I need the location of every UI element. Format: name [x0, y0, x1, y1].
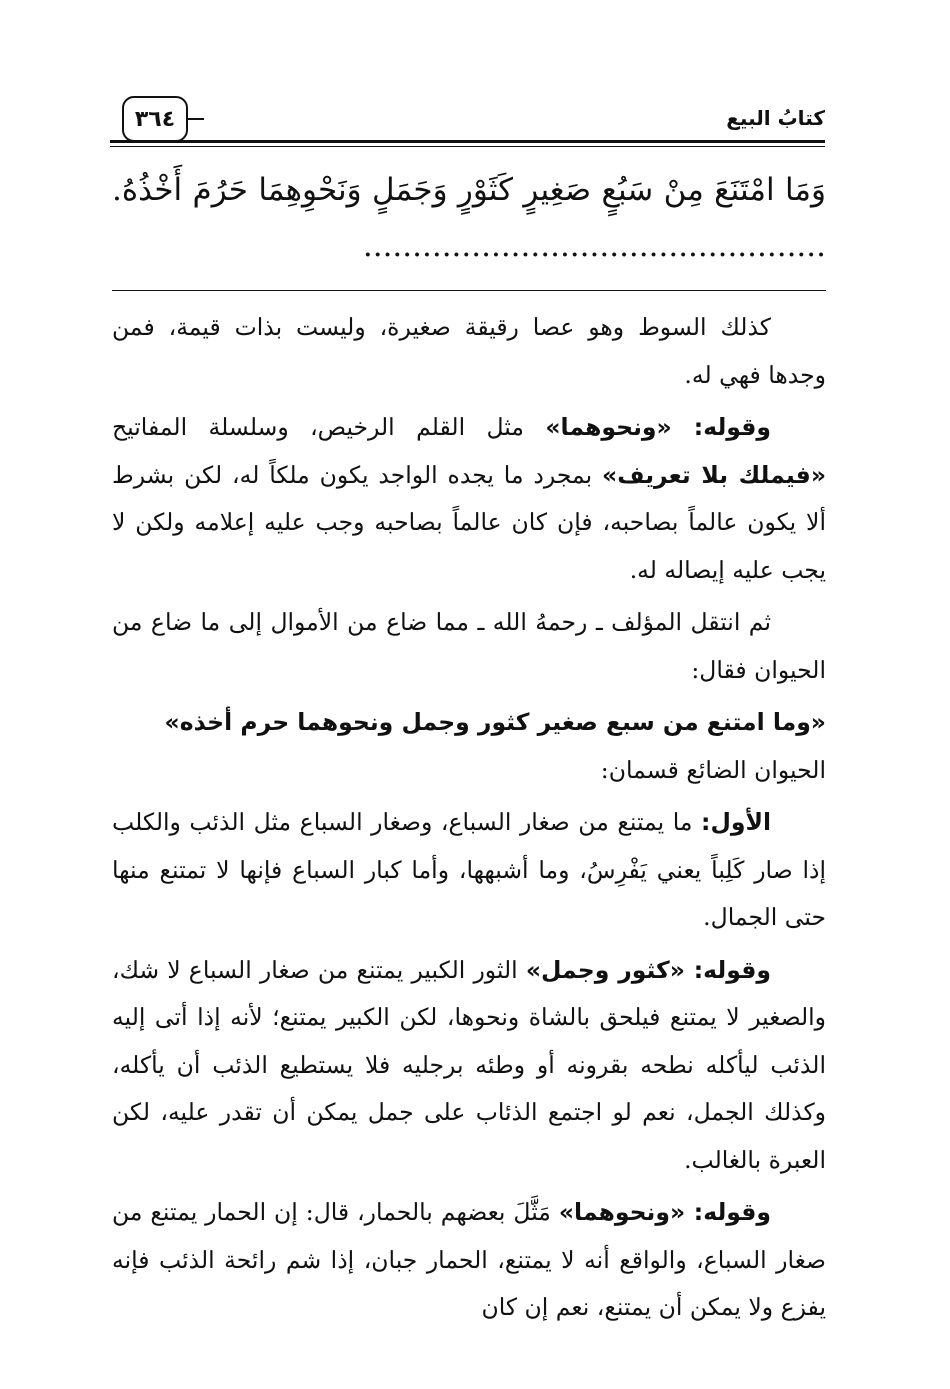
commentary-paragraph [112, 599, 826, 694]
paragraph-text: الحيوان الضائع قسمان: [600, 755, 826, 784]
page-number: ٣٦٤ [122, 96, 188, 142]
commentary [112, 304, 826, 1337]
paragraph-text: كذلك السوط وهو عصا رقيقة صغيرة، وليست بذات قيمة، فمن وجدها فهي له. [112, 313, 826, 389]
commentary-paragraph [112, 304, 826, 399]
paragraph-text: الثور الكبير يمتنع من صغار السباع لا شك، والصغير لا يمتنع فيلحق بالشاة ونحوها، لكن الكبير يمتنع؛ لأنه إذا أتى إليه الذئب ليأكله نطحه بقرونه أو وطئه برجليه فلا يستطيع الذئب أن يأكله، وكذلك الجمل، نعم لو اجتمع الذئاب على جمل يمكن أن تقدر عليه، لكن العبرة بالغالب. [112, 955, 826, 1174]
paragraph-text: ما يمتنع من صغار السباع، وصغار السباع مثل الذئب والكلب إذا صار كَلِباً يعني يَفْرِسُ، وما أشبهها، وأما كبار السباع فإنها لا تمتنع منها حتى الجمال. [112, 808, 826, 931]
main-text-content: وَمَا امْتَنَعَ مِنْ سَبُعٍ صَغِيرٍ كَثَوْرٍ وَجَمَلٍ وَنَحْوِهِمَا حَرُمَ أَخْذُهُ. [112, 172, 826, 208]
commentary-paragraph [112, 747, 826, 795]
matn-quote [112, 699, 826, 747]
commentary-paragraph [112, 799, 826, 942]
quoted-term: وقوله: «كثور وجمل» [525, 955, 771, 984]
quoted-term: «فيملك بلا تعريف» [602, 460, 827, 489]
quoted-term: وقوله: «ونحوهما» [558, 1198, 772, 1226]
quoted-term: الأول: [701, 808, 771, 836]
header-rule-thick [110, 140, 825, 143]
quoted-matn: «وما امتنع من سبع صغير كثور وجمل ونحوهما حرم أخذه» [164, 708, 826, 736]
main-text [112, 162, 826, 274]
commentary-paragraph [112, 947, 826, 1185]
running-header [110, 96, 825, 146]
paragraph-text: بمجرد ما يجده الواجد يكون ملكاً له، لكن بشرط ألا يكون عالماً بصاحبه، فإن كان عالماً بصاحبه وجب عليه إعلامه ولكن لا يجب عليه إيصاله له. [112, 460, 826, 584]
commentary-paragraph [112, 1189, 826, 1332]
main-text-dots: ............................................... [362, 228, 826, 264]
chapter-title: كتابُ البيع [726, 106, 825, 130]
paragraph-text: مثل القلم الرخيص، وسلسلة المفاتيح [112, 413, 546, 441]
text-separator [112, 290, 826, 291]
header-rule-thin [110, 146, 825, 147]
commentary-paragraph [112, 404, 826, 594]
quoted-term: وقوله: «ونحوهما» [545, 413, 771, 441]
paragraph-text: ثم انتقل المؤلف ـ رحمهُ الله ـ مما ضاع من الأموال إلى ما ضاع من الحيوان فقال: [112, 608, 826, 684]
paragraph-text: مَثَّلَ بعضهم بالحمار، قال: إن الحمار يمتنع من صغار السباع، والواقع أنه لا يمتنع، الحمار جبان، إذا شم رائحة الذئب فإنه يفزع ولا يمكن أن يمتنع، نعم إن كان [112, 1198, 826, 1321]
